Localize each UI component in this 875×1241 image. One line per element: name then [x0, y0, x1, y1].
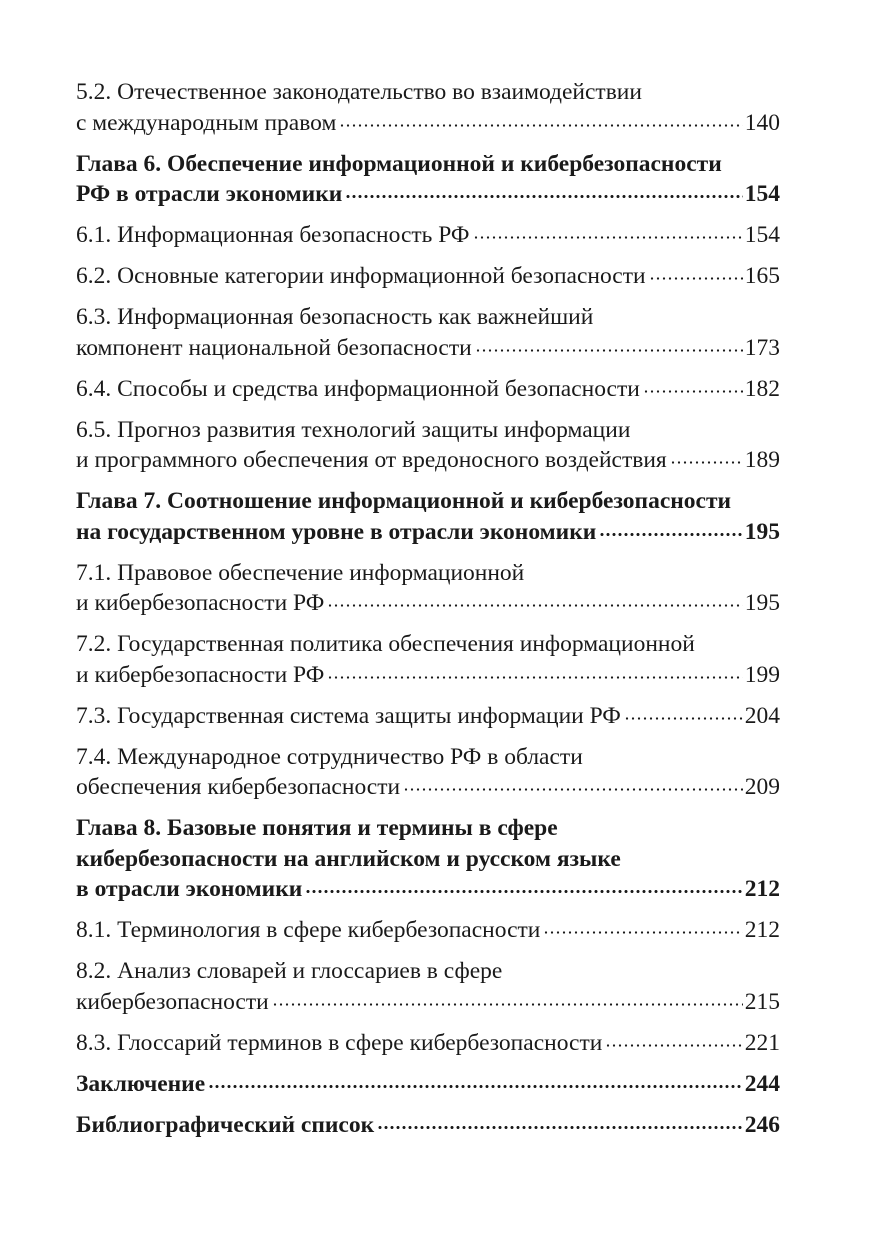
- toc-entry-leader-line: [76, 445, 780, 476]
- toc-page-number: 195: [744, 518, 780, 545]
- dot-leader: [339, 108, 742, 130]
- toc-entry-leader-line: [76, 1110, 780, 1141]
- toc-entry-title-line: 8.2. Анализ словарей и глоссариев в сфере: [76, 958, 503, 984]
- toc-section-entry[interactable]: [76, 629, 780, 690]
- dot-leader: [643, 374, 743, 396]
- toc-entry-title-line: 7.1. Правовое обеспечение информационной: [76, 559, 525, 586]
- toc-page-number: 204: [744, 702, 780, 729]
- toc-page-number: 244: [744, 1070, 780, 1097]
- toc-entry-title-line: Глава 7. Соотношение информационной и кибербезопасности: [76, 488, 732, 514]
- toc-chapter-entry[interactable]: [76, 149, 780, 210]
- toc-chapter-entry[interactable]: [76, 1110, 780, 1141]
- toc-page-number: 154: [744, 181, 780, 207]
- toc-entry-leader-line: [76, 333, 780, 364]
- toc-chapter-entry[interactable]: [76, 813, 780, 905]
- toc-entry-title-line: обеспечения кибербезопасности: [76, 774, 401, 800]
- dot-leader: [377, 1110, 743, 1132]
- toc-entry-leader-line: [76, 772, 780, 803]
- toc-section-entry[interactable]: [76, 415, 780, 476]
- toc-page-number: 199: [744, 661, 780, 688]
- toc-section-entry[interactable]: [76, 302, 780, 363]
- toc-page-number: 140: [744, 109, 780, 136]
- toc-page-number: 212: [744, 917, 780, 943]
- toc-entry-title-line: Заключение: [76, 1070, 206, 1097]
- toc-section-entry[interactable]: [76, 1028, 780, 1059]
- toc-entry-title-line: РФ в отрасли экономики: [76, 181, 343, 207]
- toc-entry-leader-line: [76, 108, 780, 139]
- toc-entry-title-line: кибербезопасности: [76, 988, 269, 1015]
- toc-entry-leader-line: [76, 915, 780, 946]
- dot-leader: [327, 660, 742, 682]
- toc-entry-title-line: в отрасли экономики: [76, 876, 303, 902]
- toc-entry-title-line: 6.1. Информационная безопасность РФ: [76, 222, 470, 248]
- toc-entry-title-line: Библиографический список: [76, 1112, 375, 1138]
- toc-page-number: 212: [744, 876, 780, 902]
- toc-page-number: 246: [744, 1112, 780, 1138]
- toc-entry-title-line: 8.3. Глоссарий терминов в сфере кибербезопасности: [76, 1029, 603, 1056]
- toc-entry-title-line: и кибербезопасности РФ: [76, 661, 325, 688]
- toc-section-entry[interactable]: [76, 220, 780, 251]
- dot-leader: [543, 915, 742, 937]
- toc-section-entry[interactable]: [76, 701, 780, 732]
- toc-entry-leader-line: [76, 660, 780, 691]
- toc-section-entry[interactable]: [76, 261, 780, 292]
- toc-page-number: 195: [744, 590, 780, 616]
- toc-entry-title-line: 6.2. Основные категории информационной безопасности: [76, 263, 646, 289]
- dot-leader: [272, 987, 743, 1009]
- dot-leader: [403, 772, 743, 794]
- dot-leader: [208, 1069, 743, 1091]
- toc-entry-title-line: 6.5. Прогноз развития технологий защиты информации: [76, 416, 631, 443]
- toc-page-number: 182: [744, 375, 780, 402]
- toc-entry-title-line: 5.2. Отечественное законодательство во взаимодействии: [76, 79, 642, 105]
- toc-entry-title-line: 6.3. Информационная безопасность как важнейший: [76, 304, 594, 330]
- toc-section-entry[interactable]: [76, 742, 780, 803]
- toc-entry-title-line: 7.3. Государственная система защиты информации РФ: [76, 702, 621, 729]
- toc-entry-title-line: Глава 8. Базовые понятия и термины в сфере: [76, 815, 558, 841]
- dot-leader: [327, 588, 742, 610]
- dot-leader: [599, 517, 742, 539]
- toc-entry-leader-line: [76, 588, 780, 619]
- toc-entry-title-line: компонент национальной безопасности: [76, 334, 472, 361]
- toc-page-number: 165: [744, 263, 780, 289]
- toc-section-entry[interactable]: [76, 558, 780, 619]
- toc-entry-leader-line: [76, 1069, 780, 1100]
- toc-section-entry[interactable]: [76, 956, 780, 1017]
- toc-entry-title-line: 7.2. Государственная политика обеспечения информационной: [76, 631, 695, 657]
- toc-entry-title-line: 6.4. Способы и средства информационной безопасности: [76, 375, 640, 402]
- toc-entry-title-line: на государственном уровне в отрасли экономики: [76, 518, 597, 545]
- toc-entry-leader-line: [76, 517, 780, 548]
- dot-leader: [305, 874, 742, 896]
- toc-entry-leader-line: [76, 374, 780, 405]
- toc-entry-title-line: кибербезопасности на английском и русском языке: [76, 845, 621, 872]
- table-of-contents: [76, 77, 780, 1152]
- toc-entry-title-line: 8.1. Терминология в сфере кибербезопасности: [76, 917, 541, 943]
- toc-entry-title-line: 7.4. Международное сотрудничество РФ в области: [76, 743, 583, 770]
- toc-page-number: 189: [744, 447, 780, 473]
- toc-entry-leader-line: [76, 987, 780, 1018]
- toc-entry-leader-line: [76, 701, 780, 732]
- dot-leader: [624, 701, 743, 723]
- toc-page-number: 221: [744, 1029, 780, 1056]
- toc-page-number: 209: [744, 774, 780, 800]
- toc-entry-title-line: и программного обеспечения от вредоносного воздействия: [76, 447, 667, 473]
- toc-page-number: 154: [744, 222, 780, 248]
- toc-entry-leader-line: [76, 261, 780, 292]
- toc-entry-leader-line: [76, 179, 780, 210]
- dot-leader: [345, 179, 742, 201]
- toc-section-entry[interactable]: [76, 77, 780, 138]
- toc-entry-leader-line: [76, 874, 780, 905]
- toc-page-number: 173: [744, 334, 780, 361]
- dot-leader: [605, 1028, 742, 1050]
- toc-entry-title-line: и кибербезопасности РФ: [76, 590, 325, 616]
- toc-section-entry[interactable]: [76, 915, 780, 946]
- dot-leader: [649, 261, 743, 283]
- toc-page-number: 215: [744, 988, 780, 1015]
- dot-leader: [475, 333, 743, 355]
- toc-chapter-entry[interactable]: [76, 486, 780, 547]
- toc-entry-leader-line: [76, 220, 780, 251]
- toc-entry-title-line: Глава 6. Обеспечение информационной и кибербезопасности: [76, 150, 722, 177]
- toc-entry-leader-line: [76, 1028, 780, 1059]
- toc-chapter-entry[interactable]: [76, 1069, 780, 1100]
- toc-entry-title-line: с международным правом: [76, 109, 337, 136]
- toc-section-entry[interactable]: [76, 374, 780, 405]
- dot-leader: [670, 445, 743, 467]
- dot-leader: [473, 220, 743, 242]
